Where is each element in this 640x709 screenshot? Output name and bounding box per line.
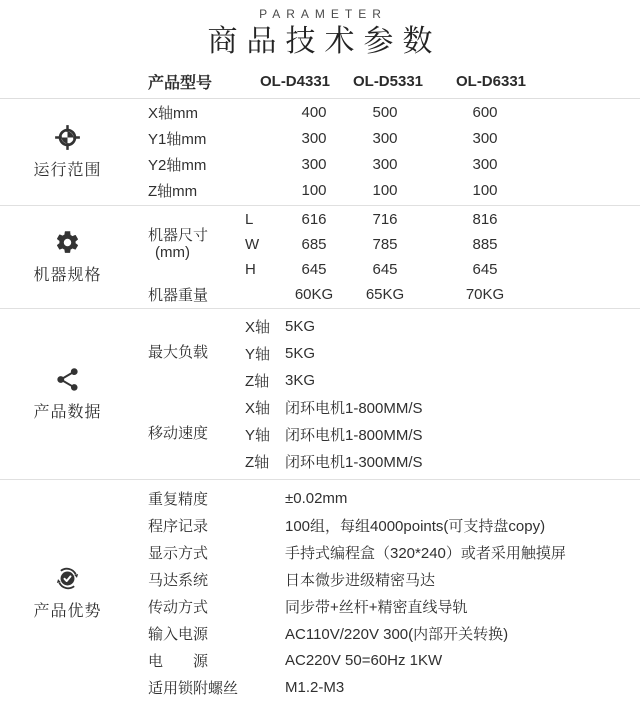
table-row (245, 421, 640, 448)
table-row (135, 282, 640, 307)
spec-label: 输入电源 (148, 625, 209, 643)
section-icon-cell (0, 313, 135, 475)
spec-value: 685 (301, 235, 327, 253)
table-row (135, 593, 640, 620)
machine-size-group (135, 207, 640, 282)
section-rows (135, 313, 640, 475)
spec-sub: Y轴 (245, 345, 271, 363)
spec-value: 同步带+丝杆+精密直线导轨 (285, 598, 468, 616)
table-row (135, 566, 640, 593)
crosshair-icon (54, 124, 81, 151)
spec-label: X轴mm (148, 105, 198, 122)
spec-sub: Y轴 (245, 426, 271, 444)
spec-value: 300 (372, 130, 398, 147)
spec-sub: H (245, 260, 256, 278)
table-row (135, 152, 640, 178)
spec-value: 816 (472, 210, 498, 228)
column-header-model-1: OL-D4331 (259, 72, 331, 90)
spec-label: 电 源 (148, 652, 209, 670)
spec-label: 机器重量 (148, 286, 209, 304)
spec-sub: X轴 (245, 318, 271, 336)
section-rows (135, 100, 640, 204)
verified-cycle-icon (54, 565, 81, 592)
spec-value: 5KG (285, 344, 316, 362)
spec-value: 300 (472, 130, 498, 147)
table-header-row (0, 65, 640, 99)
spec-value: 60KG (294, 285, 334, 303)
spec-value: 645 (372, 260, 398, 278)
section-label: 机器规格 (33, 266, 102, 284)
table-row (245, 207, 640, 232)
spec-value: AC220V 50=60Hz 1KW (285, 651, 443, 669)
section-icon-cell (0, 100, 135, 204)
spec-sub: L (245, 210, 254, 228)
table-row (245, 257, 640, 282)
column-header-model-3: OL-D6331 (455, 72, 527, 90)
gear-icon (54, 229, 81, 256)
spec-label: Y2轴mm (148, 157, 207, 174)
spec-sub: Z轴 (245, 372, 270, 390)
section-label: 产品优势 (33, 602, 102, 620)
spec-value: 400 (301, 104, 327, 121)
spec-unit: (mm) (155, 244, 190, 261)
spec-value: 100 (472, 182, 498, 199)
spec-value: 70KG (465, 285, 505, 303)
section-machine-specs (0, 205, 640, 308)
spec-sub: Z轴 (245, 453, 270, 471)
table-row (135, 674, 640, 701)
spec-value: 手持式编程盒（320*240）或者采用触摸屏 (285, 544, 566, 562)
column-header-product-model: 产品型号 (148, 74, 213, 92)
section-rows (135, 207, 640, 307)
table-row (245, 367, 640, 394)
spec-value: 100组，每组4000points(可支持盘copy) (285, 517, 546, 535)
spec-value: 500 (372, 104, 398, 121)
spec-value: 645 (472, 260, 498, 278)
spec-label: Z轴mm (148, 183, 198, 200)
spec-value: 645 (301, 260, 327, 278)
spec-label: 移动速度 (148, 425, 209, 443)
section-label: 运行范围 (33, 161, 102, 179)
spec-label: 马达系统 (148, 571, 209, 589)
table-row (245, 232, 640, 257)
spec-value: 300 (472, 156, 498, 173)
section-icon-cell (0, 207, 135, 307)
section-label: 产品数据 (33, 403, 102, 421)
spec-sub: W (245, 235, 260, 253)
spec-value: 300 (301, 156, 327, 173)
share-icon (54, 366, 81, 393)
section-product-advantages (0, 479, 640, 709)
spec-value: ±0.02mm (285, 489, 348, 507)
spec-value: 3KG (285, 371, 316, 389)
table-row (135, 539, 640, 566)
spec-value: 300 (372, 156, 398, 173)
table-row (135, 100, 640, 126)
section-rows (135, 485, 640, 701)
spec-value: 5KG (285, 317, 316, 335)
spec-value: 300 (301, 130, 327, 147)
spec-label: 传动方式 (148, 598, 209, 616)
spec-label: 最大负载 (148, 344, 209, 362)
spec-value: AC110V/220V 300(内部开关转换) (285, 625, 509, 643)
spec-value: 100 (301, 182, 327, 199)
table-row (135, 647, 640, 674)
section-icon-cell (0, 485, 135, 701)
spec-value: 785 (372, 235, 398, 253)
spec-label: 显示方式 (148, 544, 209, 562)
section-product-data (0, 308, 640, 479)
table-row (135, 178, 640, 204)
page-title: 商品技术参数 (207, 25, 442, 58)
spec-value: 885 (472, 235, 498, 253)
spec-value: 65KG (365, 285, 405, 303)
eyebrow-text: PARAMETER (259, 7, 387, 21)
table-row (245, 448, 640, 475)
table-row (135, 620, 640, 647)
column-header-model-2: OL-D5331 (352, 72, 424, 90)
table-row (135, 126, 640, 152)
section-operating-range (0, 99, 640, 205)
table-row (135, 512, 640, 539)
spec-sub: X轴 (245, 399, 271, 417)
spec-value: 日本微步进级精密马达 (285, 571, 436, 589)
spec-value: 闭环电机1-300MM/S (285, 453, 423, 471)
table-row (245, 313, 640, 340)
spec-value: 闭环电机1-800MM/S (285, 399, 423, 417)
table-row (245, 394, 640, 421)
spec-label: Y1轴mm (148, 131, 207, 148)
spec-value: 716 (372, 210, 398, 228)
spec-value: 616 (301, 210, 327, 228)
table-row (135, 485, 640, 512)
spec-label: 适用锁附螺丝 (148, 679, 239, 697)
spec-value: M1.2-M3 (285, 678, 345, 696)
spec-label: 程序记录 (148, 517, 209, 535)
spec-label: 机器尺寸 (mm) (135, 227, 245, 262)
spec-label: 重复精度 (148, 490, 209, 508)
max-load-group (135, 313, 640, 394)
spec-value: 600 (472, 104, 498, 121)
move-speed-group (135, 394, 640, 475)
table-row (245, 340, 640, 367)
spec-value: 闭环电机1-800MM/S (285, 426, 423, 444)
spec-value: 100 (372, 182, 398, 199)
